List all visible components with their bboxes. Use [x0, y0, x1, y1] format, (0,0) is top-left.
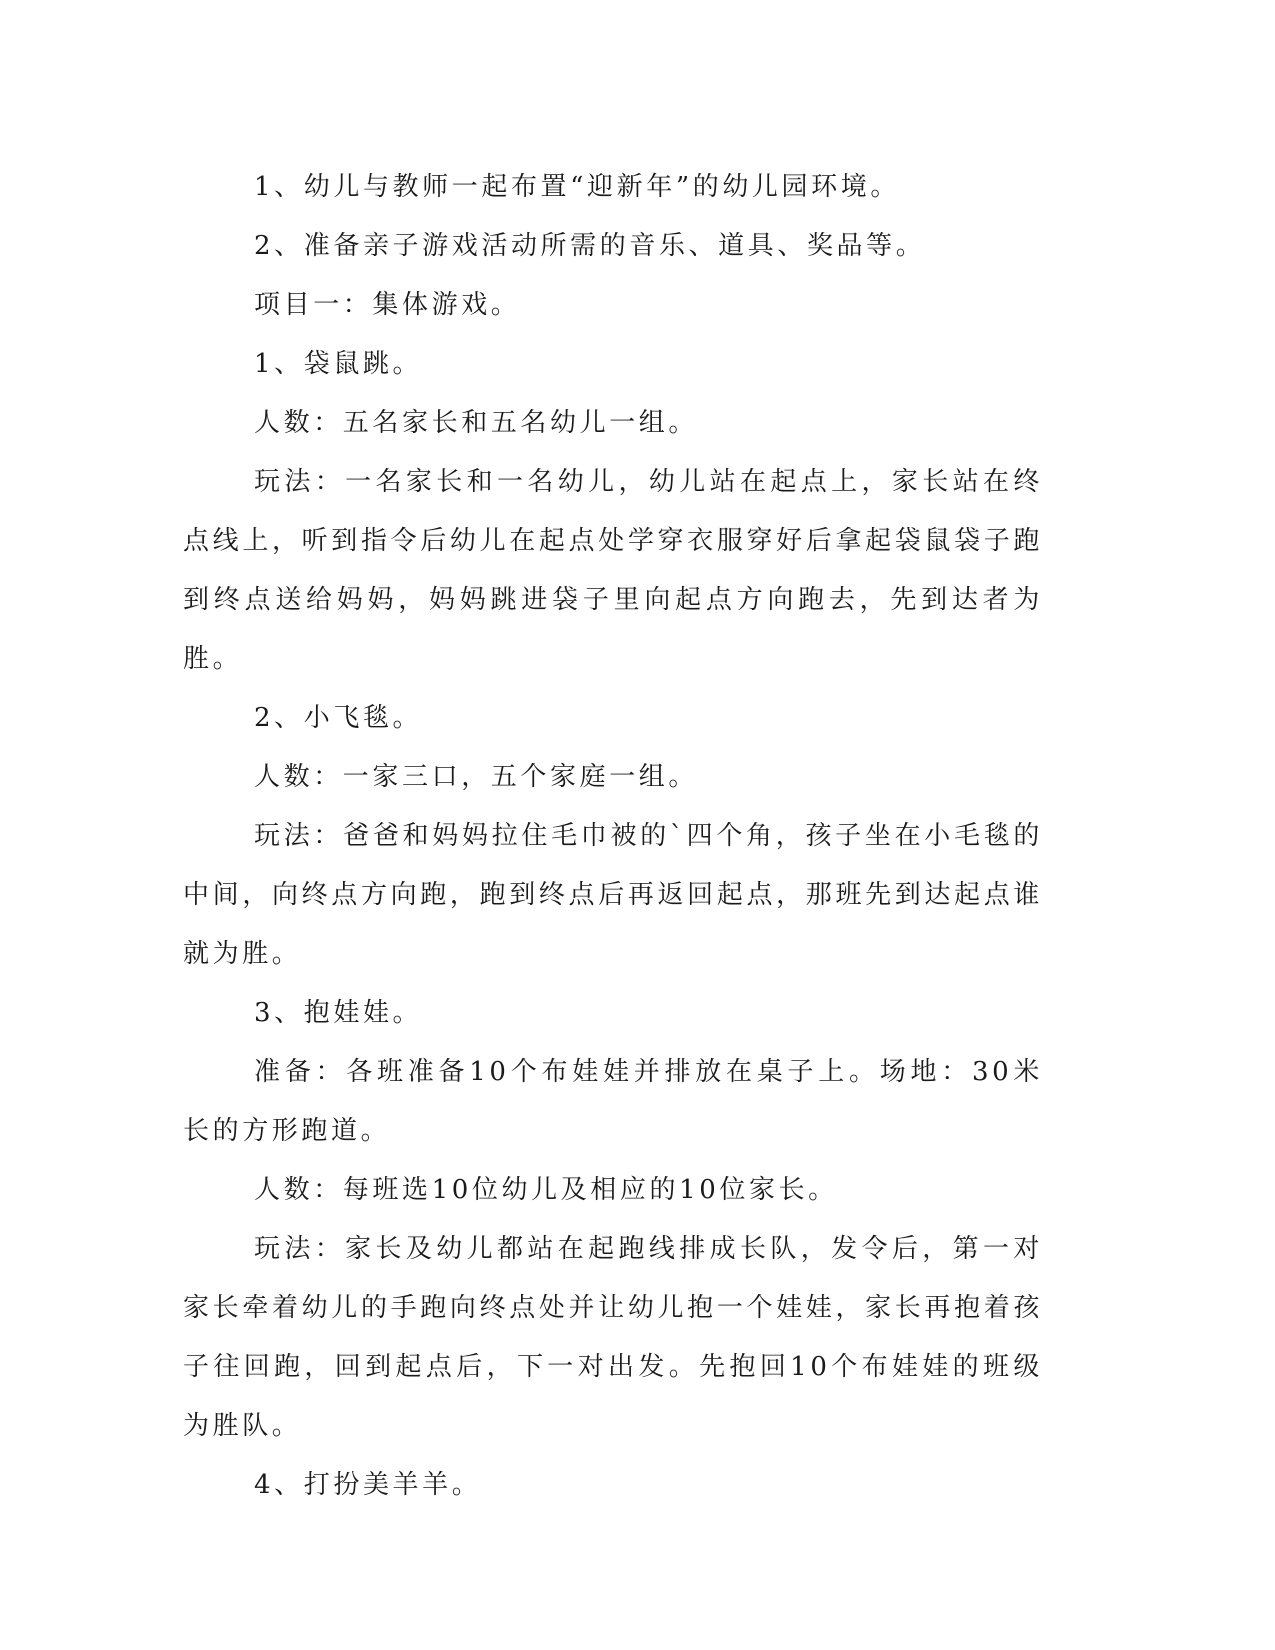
game-title-dress-up-sheep: 4、打扮美羊羊。 — [254, 1470, 482, 1500]
game-title-kangaroo-jump: 1、袋鼠跳。 — [254, 349, 423, 379]
section-heading-project-one: 项目一：集体游戏。 — [254, 290, 521, 320]
paragraph-prep-environment: 1、幼儿与教师一起布置“迎新年”的幼儿园环境。 — [254, 172, 900, 202]
game-title-hug-doll: 3、抱娃娃。 — [254, 998, 423, 1028]
game-rules-flying-carpet: 玩法：爸爸和妈妈拉住毛巾被的`四个角，孩子坐在小毛毯的中间，向终点方向跑，跑到终点后再返回起点，那班先到达起点谁就为胜。 — [183, 821, 1043, 969]
document-body — [183, 158, 1043, 1515]
game-participants-flying-carpet: 人数：一家三口，五个家庭一组。 — [254, 762, 699, 792]
game-rules-kangaroo-jump: 玩法：一名家长和一名幼儿，幼儿站在起点上，家长站在终点线上，听到指令后幼儿在起点处学穿衣服穿好后拿起袋鼠袋子跑到终点送给妈妈，妈妈跳进袋子里向起点方向跑去，先到达者为胜。 — [183, 467, 1043, 674]
paragraph-prep-materials: 2、准备亲子游戏活动所需的音乐、道具、奖品等。 — [254, 231, 926, 261]
game-participants-hug-doll: 人数：每班选10位幼儿及相应的10位家长。 — [254, 1175, 838, 1205]
game-rules-hug-doll: 玩法：家长及幼儿都站在起跑线排成长队，发令后，第一对家长牵着幼儿的手跑向终点处并让幼儿抱一个娃娃，家长再抱着孩子往回跑，回到起点后，下一对出发。先抱回10个布娃娃的班级为胜队。 — [183, 1234, 1043, 1441]
game-participants-kangaroo-jump: 人数：五名家长和五名幼儿一组。 — [254, 408, 699, 438]
game-preparation-hug-doll: 准备：各班准备10个布娃娃并排放在桌子上。场地：30米长的方形跑道。 — [183, 1057, 1043, 1146]
game-title-flying-carpet: 2、小飞毯。 — [254, 703, 423, 733]
